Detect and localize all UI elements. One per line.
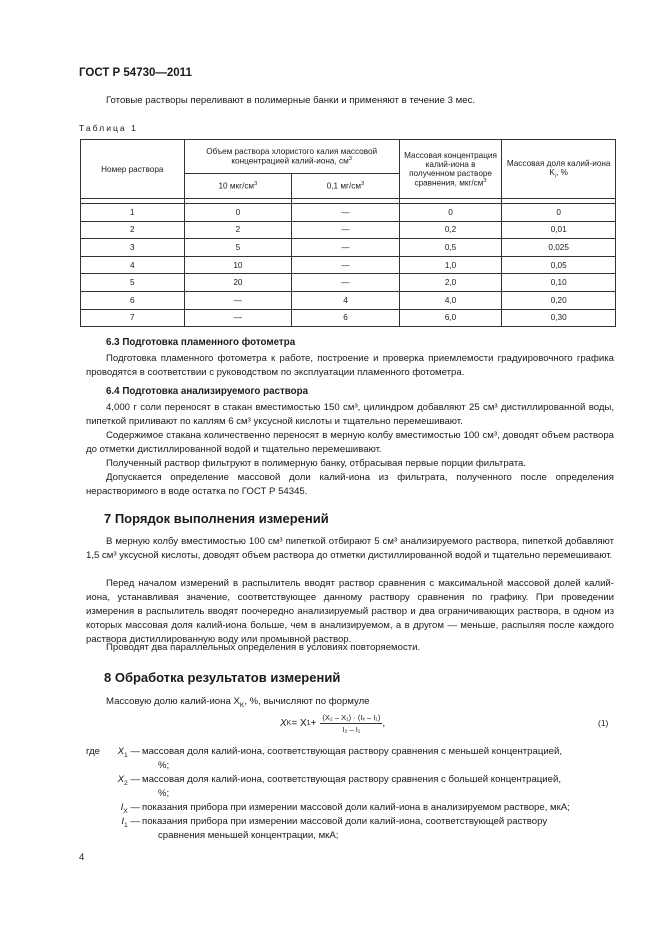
page-number: 4 [79,852,85,863]
table-row: 6 — 4 4,0 0,20 [81,291,616,309]
table-row: 3 5 — 0,5 0,025 [81,239,616,257]
table-row: 1 0 — 0 0 [81,204,616,222]
section-6-4-paragraph-4: Допускается определение массовой доли калий-иона из фильтрата, полученного после определения нерастворимого в воде остатка по ГОСТ Р 54345. [86,472,614,497]
section-7-heading: 7 Порядок выполнения измерений [104,511,329,526]
section-8-paragraph: Массовую долю калий-иона $X_K$, %, вычисляют по формуле [106,696,370,709]
formula: X K = X 1 + $\frac{\text{(X₂ – X₁) · (Iₓ – I₁)}}{\text{I₂ – I₁}}$ , [280,713,386,734]
col-header-volume-10: 10 мкг/$см^3$ [184,174,292,199]
table-row: 5 20 — 2,0 0,10 [81,274,616,292]
section-6-3-heading: 6.3 Подготовка пламенного фотометра [106,337,296,348]
section-8-heading: 8 Обработка результатов измерений [104,670,341,685]
section-7-paragraph-1: В мерную колбу вместимостью 100 см³ пипеткой отбирают 5 см³ анализируемого раствора, пипеткой добавляют 1,5 см³ уксусной кислоты, доводят объем раствора до отметки дистиллированной водой и тщательно перемешивают. [86,536,614,561]
section-6-4-paragraph-2: Содержимое стакана количественно переносят в мерную колбу вместимостью 100 см³, доводят объем раствора до отметки дистиллированной водой и тщательно перемешивают. [86,430,614,455]
data-table [80,139,616,327]
section-6-4-paragraph-3: Полученный раствор фильтруют в полимерную банку, отбрасывая первые порции фильтрата. [106,458,527,469]
section-6-4-paragraph-1: 4,000 г соли переносят в стакан вместимостью 150 см³, цилиндром добавляют 25 см³ дистиллированной воды, пипеткой приливают по каплям 6 см³ уксусной кислоты и тщательно перемешивают. [86,402,614,427]
section-6-4-heading: 6.4 Подготовка анализируемого раствора [106,386,309,397]
table-caption: Таблица 1 [79,123,138,133]
formula-number: (1) [598,718,609,728]
document-page: ГОСТ Р 54730—2011 Готовые растворы переливают в полимерные банки и применяют в течение 3 мес. Таблица 1 Номер раствора Объем раствора хлористого калия массовой концентрацией калий-иона, $см^3$ Массовая концентрация калий-иона в полученном растворе сравнения, мкг/$см^3$ Массовая доля калий-иона $K_i$, % 10 мкг/$см^3$ 0,1 $мг/см^3$ 1 0 — 0 0 2 2 — 0,2 0,01 3 5 — 0,5 0,025 4 10 — 1,0 0,05 5 20 — 2,0 0,10 6 — 4 4,0 0,20 7 — 6 6,0 0,30 6.3 Подготовка пламенного фотометра Подготовка пламенного фотометра к работе, построение и проверка приемлемости градуировочного графика проводятся в соответствии с руководством по эксплуатации пламенного фотометра. 6.4 Подготовка анализируемого раствора 4,000 г соли переносят в стакан вместимостью 150 см³, цилиндром добавляют 25 см³ дистиллированной воды, пипеткой приливают по каплям 6 см³ уксусной кислоты и тщательно перемешивают. Содержимое стакана количественно переносят в мерную колбу вместимостью 100 см³, доводят объем раствора до отметки дистиллированной водой и тщательно перемешивают. Полученный раствор фильтруют в полимерную банку, отбрасывая первые порции фильтрата. Допускается определение массовой доли калий-иона из фильтрата, полученного после определения нерастворимого в воде остатка по ГОСТ Р 54345. 7 Порядок выполнения измерений В мерную колбу вместимостью 100 см³ пипеткой отбирают 5 см³ анализируемого раствора, пипеткой добавляют 1,5 см³ уксусной кислоты, доводят объем раствора до отметки дистиллированной водой и тщательно перемешивают. Перед началом измерений в распылитель вводят раствор сравнения с максимальной массовой долей калий-иона, устанавливая значение, соответствующее данному раствору сравнения по графику. При проведении измерения в распылитель вводят поочередно анализируемый раствор и два ограничивающих раствора, в одном из которых массовая доля калий-иона больше, чем в анализируемом, а в другом — меньше, распыляя после каждого раствора дистиллированную воду или промывной раствор. Проводят два параллельных определения в условиях повторяемости. 8 Обработка результатов измерений Массовую долю калий-иона $X_K$, %, вычисляют по формуле X K = X 1 + $\frac{\text{(X₂ – X₁) · (Iₓ – I₁)}}{\text{I₂ – I₁}}$ , (1) где $X_1$ — массовая доля калий-иона, соответствующая раствору сравнения с меньшей концентрацией, %; $X_2$ — массовая доля калий-иона, соответствующая раствору сравнения с большей концентрацией, %; $I_X$ — показания прибора при измерении массовой доли калий-иона в анализируемом растворе, мкА; $I_1$ — показания прибора при измерении массовой доли калий-иона, соответствующей раствору сравнения меньшей концентрации, мкА; 4 [79,67,614,863]
section-7-paragraph-3: Проводят два параллельных определения в условиях повторяемости. [106,642,421,653]
col-header-fraction: Массовая доля калий-иона $K_i$, % [502,140,616,199]
table-row: 2 2 — 0,2 0,01 [81,221,616,239]
col-header-number: Номер раствора [81,140,185,199]
section-7-paragraph-2: Перед началом измерений в распылитель вводят раствор сравнения с максимальной массовой долей калий-иона, устанавливая значение, соответствующее данному раствору сравнения по графику. При проведении измерения в распылитель вводят поочередно анализируемый раствор и два ограничивающих раствора, в одном из которых массовая доля калий-иона больше, чем в анализируемом, а в другом — меньше, распыляя после каждого раствора дистиллированную воду или промывной раствор. [86,578,614,645]
table-row: 7 — 6 6,0 0,30 [81,309,616,327]
formula-fraction: $\frac{\text{(X₂ – X₁) · (Iₓ – I₁)}}{\text{I₂ – I₁}}$ [322,713,381,734]
table-row: 4 10 — 1,0 0,05 [81,256,616,274]
col-header-concentration: Массовая концентрация калий-иона в полученном растворе сравнения, мкг/$см^3$ [399,140,502,199]
document-header: ГОСТ Р 54730—2011 [79,67,192,79]
intro-paragraph: Готовые растворы переливают в полимерные банки и применяют в течение 3 мес. [106,95,476,106]
col-header-volume-group: Объем раствора хлористого калия массовой концентрацией калий-иона, $см^3$ [184,140,399,174]
col-header-volume-01: 0,1 $мг/см^3$ [292,174,400,199]
section-6-3-paragraph: Подготовка пламенного фотометра к работе, построение и проверка приемлемости градуировочного графика проводятся в соответствии с руководством по эксплуатации пламенного фотометра. [86,353,614,378]
